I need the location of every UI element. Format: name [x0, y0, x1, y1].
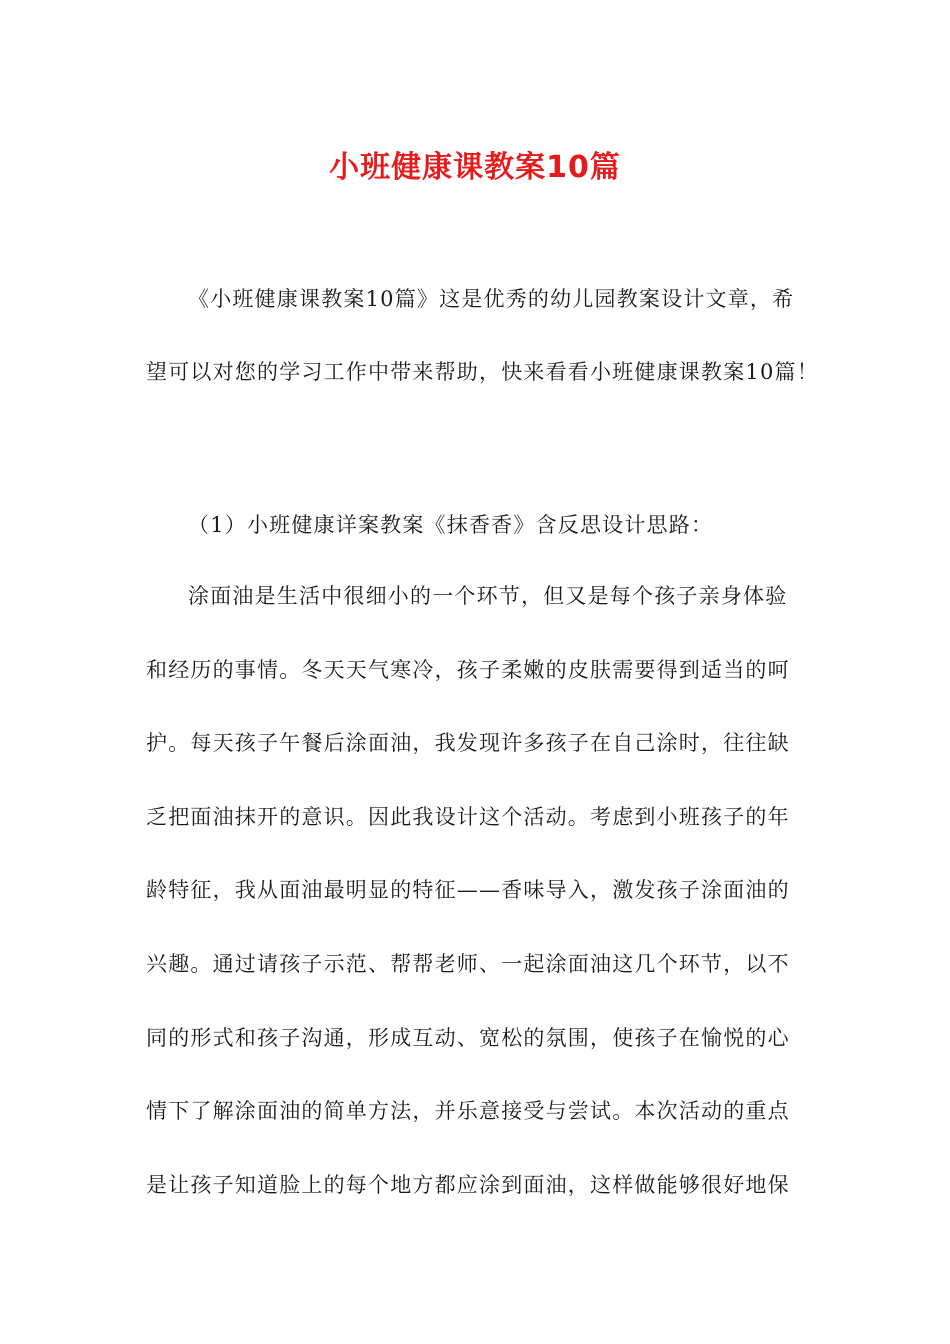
- body-paragraph: [146, 578, 806, 1240]
- body-line: 乏把面油抹开的意识。因此我设计这个活动。考虑到小班孩子的年: [146, 804, 790, 829]
- body-line: 情下了解涂面油的简单方法，并乐意接受与尝试。本次活动的重点: [146, 1099, 790, 1124]
- intro-line: 《小班健康课教案10篇》这是优秀的幼儿园教案设计文章，希: [188, 287, 795, 311]
- section-heading: [146, 507, 806, 544]
- document-title: 小班健康课教案10篇: [329, 150, 621, 185]
- body-line: 是让孩子知道脸上的每个地方都应涂到面油，这样做能够很好地保: [146, 1172, 790, 1197]
- body-line: 涂面油是生活中很细小的一个环节，但又是每个孩子亲身体验: [188, 584, 788, 608]
- body-line: 兴趣。通过请孩子示范、帮帮老师、一起涂面油这几个环节，以不: [146, 951, 790, 976]
- intro-paragraph: [146, 281, 819, 427]
- body-line: 护。每天孩子午餐后涂面油，我发现许多孩子在自己涂时，往往缺: [146, 731, 790, 756]
- body-line: 和经历的事情。冬天天气寒冷，孩子柔嫩的皮肤需要得到适当的呵: [146, 657, 790, 682]
- body-line: 同的形式和孩子沟通，形成互动、宽松的氛围，使孩子在愉悦的心: [146, 1025, 790, 1050]
- intro-line: 望可以对您的学习工作中带来帮助，快来看看小班健康课教案10篇！: [146, 360, 819, 384]
- section-heading-text: （1）小班健康详案教案《抹香香》含反思设计思路：: [188, 513, 714, 537]
- body-line: 龄特征，我从面油最明显的特征——香味导入，激发孩子涂面油的: [146, 878, 790, 903]
